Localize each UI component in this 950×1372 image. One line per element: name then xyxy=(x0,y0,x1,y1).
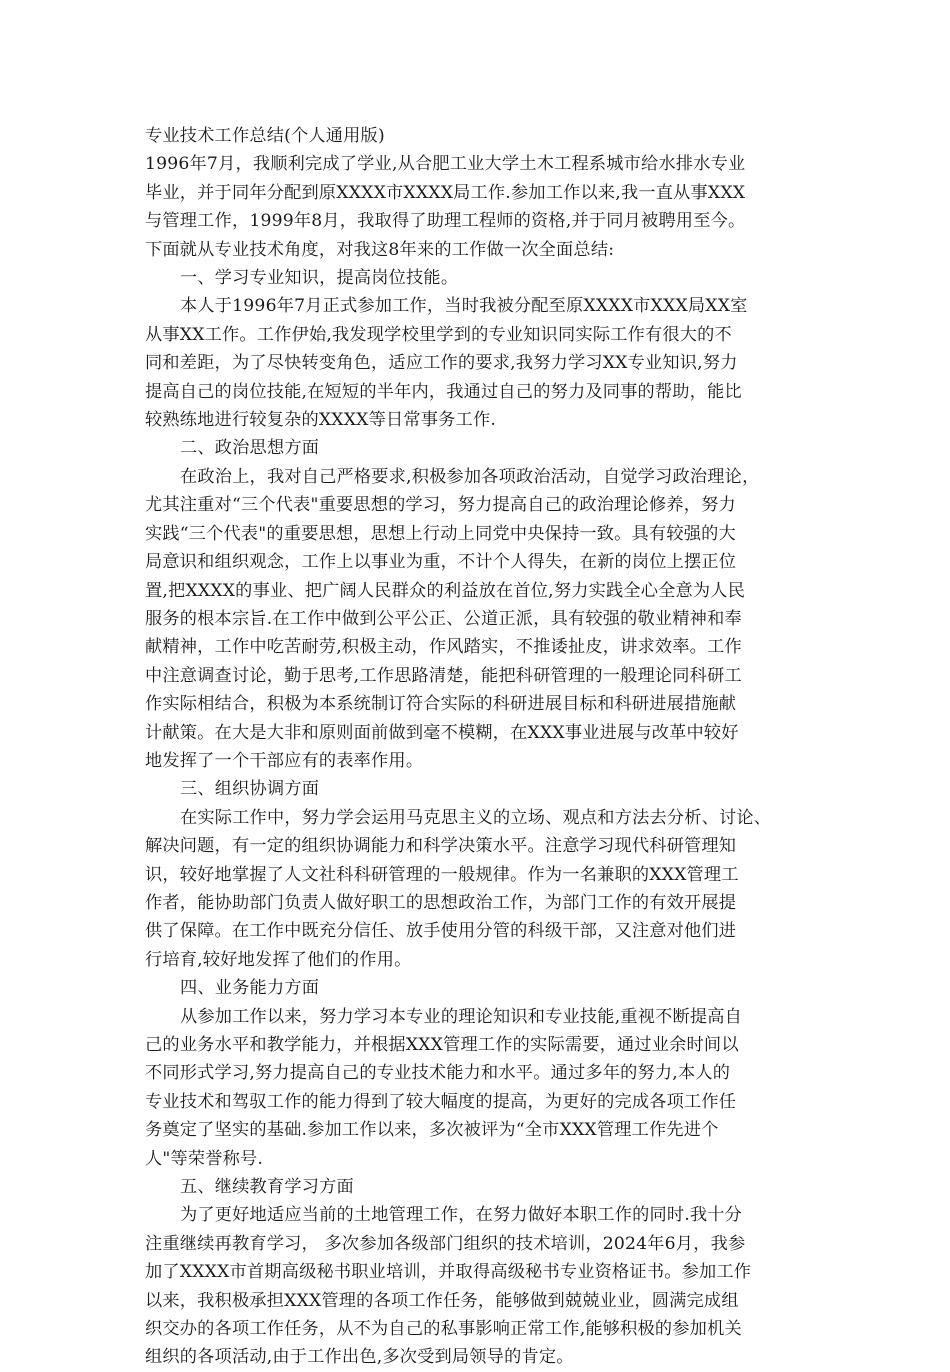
text-line: 不同形式学习,努力提高自己的专业技术能力和水平。通过多年的努力,本人的 xyxy=(145,1063,731,1084)
text-line: 较熟练地进行较复杂的XXXX等日常事务工作. xyxy=(145,410,496,431)
text-line: 解决问题，有一定的组织协调能力和科学决策水平。注意学习现代科研管理知 xyxy=(145,836,737,857)
text-line: 献精神，工作中吃苦耐劳,积极主动，作风踏实，不推诿扯皮，讲求效率。工作 xyxy=(145,637,742,658)
text-line: 组织的各项活动,由于工作出色,多次受到局领导的肯定。 xyxy=(145,1347,574,1368)
section-3 xyxy=(145,775,810,974)
text-line: 尤其注重对“三个代表"重要思想的学习，努力提高自己的政治理论修养，努力 xyxy=(145,495,736,516)
text-line: 局意识和组织观念，工作上以事业为重，不计个人得失，在新的岗位上摆正位 xyxy=(145,552,737,573)
section-heading: 二、政治思想方面 xyxy=(180,438,320,459)
section-4 xyxy=(145,974,810,1173)
text-line: 注重继续再教育学习， 多次参加各级部门组织的技术培训，2024年6月，我参 xyxy=(145,1233,746,1254)
section-1 xyxy=(145,264,810,434)
text-line: 专业技术和驾驭工作的能力得到了较大幅度的提高，为更好的完成各项工作任 xyxy=(145,1091,737,1112)
text-line: 织交办的各项工作任务，从不为自己的私事影响正常工作,能够积极的参加机关 xyxy=(145,1319,742,1340)
text-line: 以来，我积极承担XXX管理的各项工作任务，能够做到兢兢业业，圆满完成组 xyxy=(145,1290,739,1311)
section-heading: 四、业务能力方面 xyxy=(180,978,320,999)
section-heading: 三、组织协调方面 xyxy=(180,779,320,800)
text-line: 从参加工作以来，努力学习本专业的理论知识和专业技能,重视不断提高自 xyxy=(180,1006,743,1027)
text-line: 实践“三个代表"的重要思想，思想上行动上同党中央保持一致。具有较强的大 xyxy=(145,523,736,544)
text-line: 务奠定了坚实的基础.参加工作以来，多次被评为“全市XXX管理工作先进个 xyxy=(145,1120,719,1141)
text-line: 置,把XXXX的事业、把广阔人民群众的利益放在首位,努力实践全心全意为人民 xyxy=(145,580,746,601)
text-line: 识，较好地掌握了人文社科科研管理的一般规律。作为一名兼职的XXX管理工 xyxy=(145,864,739,885)
text-line: 下面就从专业技术角度，对我这8年来的工作做一次全面总结: xyxy=(145,239,615,260)
text-line: 加了XXXX市首期高级秘书职业培训，并取得高级秘书专业资格证书。参加工作 xyxy=(145,1262,752,1283)
text-line: 计献策。在大是大非和原则面前做到毫不模糊，在XXX事业进展与改革中较好 xyxy=(145,722,739,743)
section-2 xyxy=(145,434,810,775)
text-line: 供了保障。在工作中既充分信任、放手使用分管的科级干部，又注意对他们进 xyxy=(145,921,737,942)
text-line: 人"等荣誉称号. xyxy=(145,1148,264,1169)
text-line: 在实际工作中，努力学会运用马克思主义的立场、观点和方法去分析、讨论、 xyxy=(180,807,772,828)
text-line: 毕业，并于同年分配到原XXXX市XXXX局工作.参加工作以来,我一直从事XXX xyxy=(145,182,746,203)
text-line: 己的业务水平和教学能力，并根据XXX管理工作的实际需要，通过业余时间以 xyxy=(145,1035,739,1055)
document-title: 专业技术工作总结(个人通用版) xyxy=(145,126,385,146)
text-line: 服务的根本宗旨.在工作中做到公平公正、公道正派，具有较强的敬业精神和奉 xyxy=(145,608,742,629)
document-page xyxy=(145,122,810,1372)
text-line: 作实际相结合，积极为本系统制订符合实际的科研进展目标和科研进展措施献 xyxy=(145,694,737,715)
text-line: 同和差距，为了尽快转变角色，适应工作的要求,我努力学习XX专业知识,努力 xyxy=(145,353,738,374)
text-line: 为了更好地适应当前的土地管理工作，在努力做好本职工作的同时.我十分 xyxy=(180,1205,743,1226)
text-line: 1996年7月，我顺利完成了学业,从合肥工业大学土木工程系城市给水排水专业 xyxy=(145,154,746,175)
text-line: 行培育,较好地发挥了他们的作用。 xyxy=(145,949,412,970)
text-line: 中注意调查讨论，勤于思考,工作思路清楚，能把科研管理的一般理论同科研工 xyxy=(145,665,742,686)
text-line: 与管理工作，1999年8月，我取得了助理工程师的资格,并于同月被聘用至今。 xyxy=(145,211,746,232)
section-heading: 五、继续教育学习方面 xyxy=(180,1177,354,1198)
text-line: 提高自己的岗位技能,在短短的半年内，我通过自己的努力及同事的帮助，能比 xyxy=(145,381,742,402)
section-5 xyxy=(145,1173,810,1372)
text-line: 从事XX工作。工作伊始,我发现学校里学到的专业知识同实际工作有很大的不 xyxy=(145,324,732,345)
text-line: 地发挥了一个干部应有的表率作用。 xyxy=(145,750,424,771)
intro-paragraph xyxy=(145,150,810,264)
text-line: 作者，能协助部门负责人做好职工的思想政治工作，为部门工作的有效开展提 xyxy=(145,892,737,913)
text-line: 本人于1996年7月正式参加工作，当时我被分配至原XXXX市XXX局XX室 xyxy=(180,296,748,317)
text-line: 在政治上，我对自己严格要求,积极参加各项政治活动，自觉学习政治理论， xyxy=(180,466,760,487)
section-heading: 一、学习专业知识，提高岗位技能。 xyxy=(180,268,459,289)
